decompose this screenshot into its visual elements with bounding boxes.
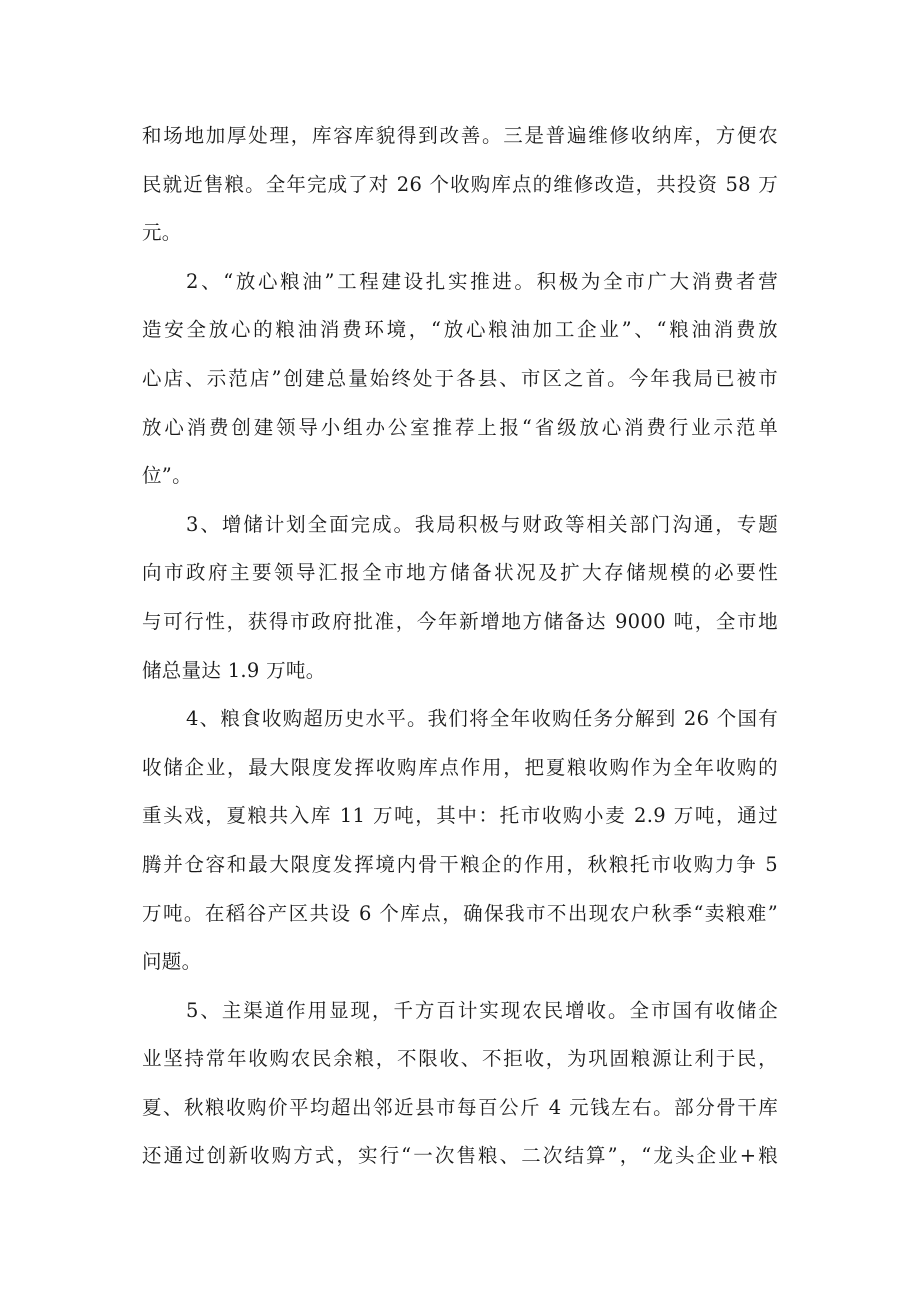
paragraph-line: 储总量达 1.9 万吨。: [142, 658, 326, 682]
paragraph-line: 问题。: [142, 950, 202, 974]
paragraph-line: 民就近售粮。全年完成了对 26 个收购库点的维修改造，共投资 58 万: [142, 172, 778, 196]
paragraph-line: 夏、秋粮收购价平均超出邻近县市每百公斤 4 元钱左右。部分骨干库: [142, 1095, 778, 1119]
paragraph-line: 4、粮食收购超历史水平。我们将全年收购任务分解到 26 个国有: [186, 707, 778, 731]
paragraph-line: 重头戏，夏粮共入库 11 万吨，其中：托市收购小麦 2.9 万吨，通过: [142, 804, 778, 828]
paragraph-line: 和场地加厚处理，库容库貌得到改善。三是普遍维修收纳库，方便农: [142, 124, 778, 147]
paragraph-line: 腾并仓容和最大限度发挥境内骨干粮企的作用，秋粮托市收购力争 5: [142, 852, 778, 876]
paragraph-line: 造安全放心的粮油消费环境，“放心粮油加工企业”、“粮油消费放: [142, 318, 778, 342]
paragraph-line: 向市政府主要领导汇报全市地方储备状况及扩大存储规模的必要性: [142, 561, 778, 585]
paragraph-line: 还通过创新收购方式，实行“一次售粮、二次结算”，“龙头企业+粮: [142, 1144, 778, 1168]
paragraph-line: 元。: [142, 221, 182, 245]
paragraph-line: 3、增储计划全面完成。我局积极与财政等相关部门沟通，专题: [186, 512, 778, 536]
paragraph-line: 心店、示范店”创建总量始终处于各县、市区之首。今年我局已被市: [142, 366, 778, 390]
paragraph-line: 放心消费创建领导小组办公室推荐上报“省级放心消费行业示范单: [142, 415, 778, 439]
paragraph-line: 业坚持常年收购农民余粮，不限收、不拒收，为巩固粮源让利于民，: [142, 1047, 778, 1071]
paragraph-line: 位”。: [142, 464, 192, 488]
paragraph-line: 与可行性，获得市政府批准，今年新增地方储备达 9000 吨，全市地: [142, 609, 778, 633]
paragraph-line: 5、主渠道作用显现，千方百计实现农民增收。全市国有收储企: [186, 998, 778, 1022]
paragraph-line: 2、“放心粮油”工程建设扎实推进。积极为全市广大消费者营: [186, 269, 778, 293]
paragraph-line: 万吨。在稻谷产区共设 6 个库点，确保我市不出现农户秋季“卖粮难”: [142, 901, 778, 925]
paragraph-line: 收储企业，最大限度发挥收购库点作用，把夏粮收购作为全年收购的: [142, 755, 778, 779]
